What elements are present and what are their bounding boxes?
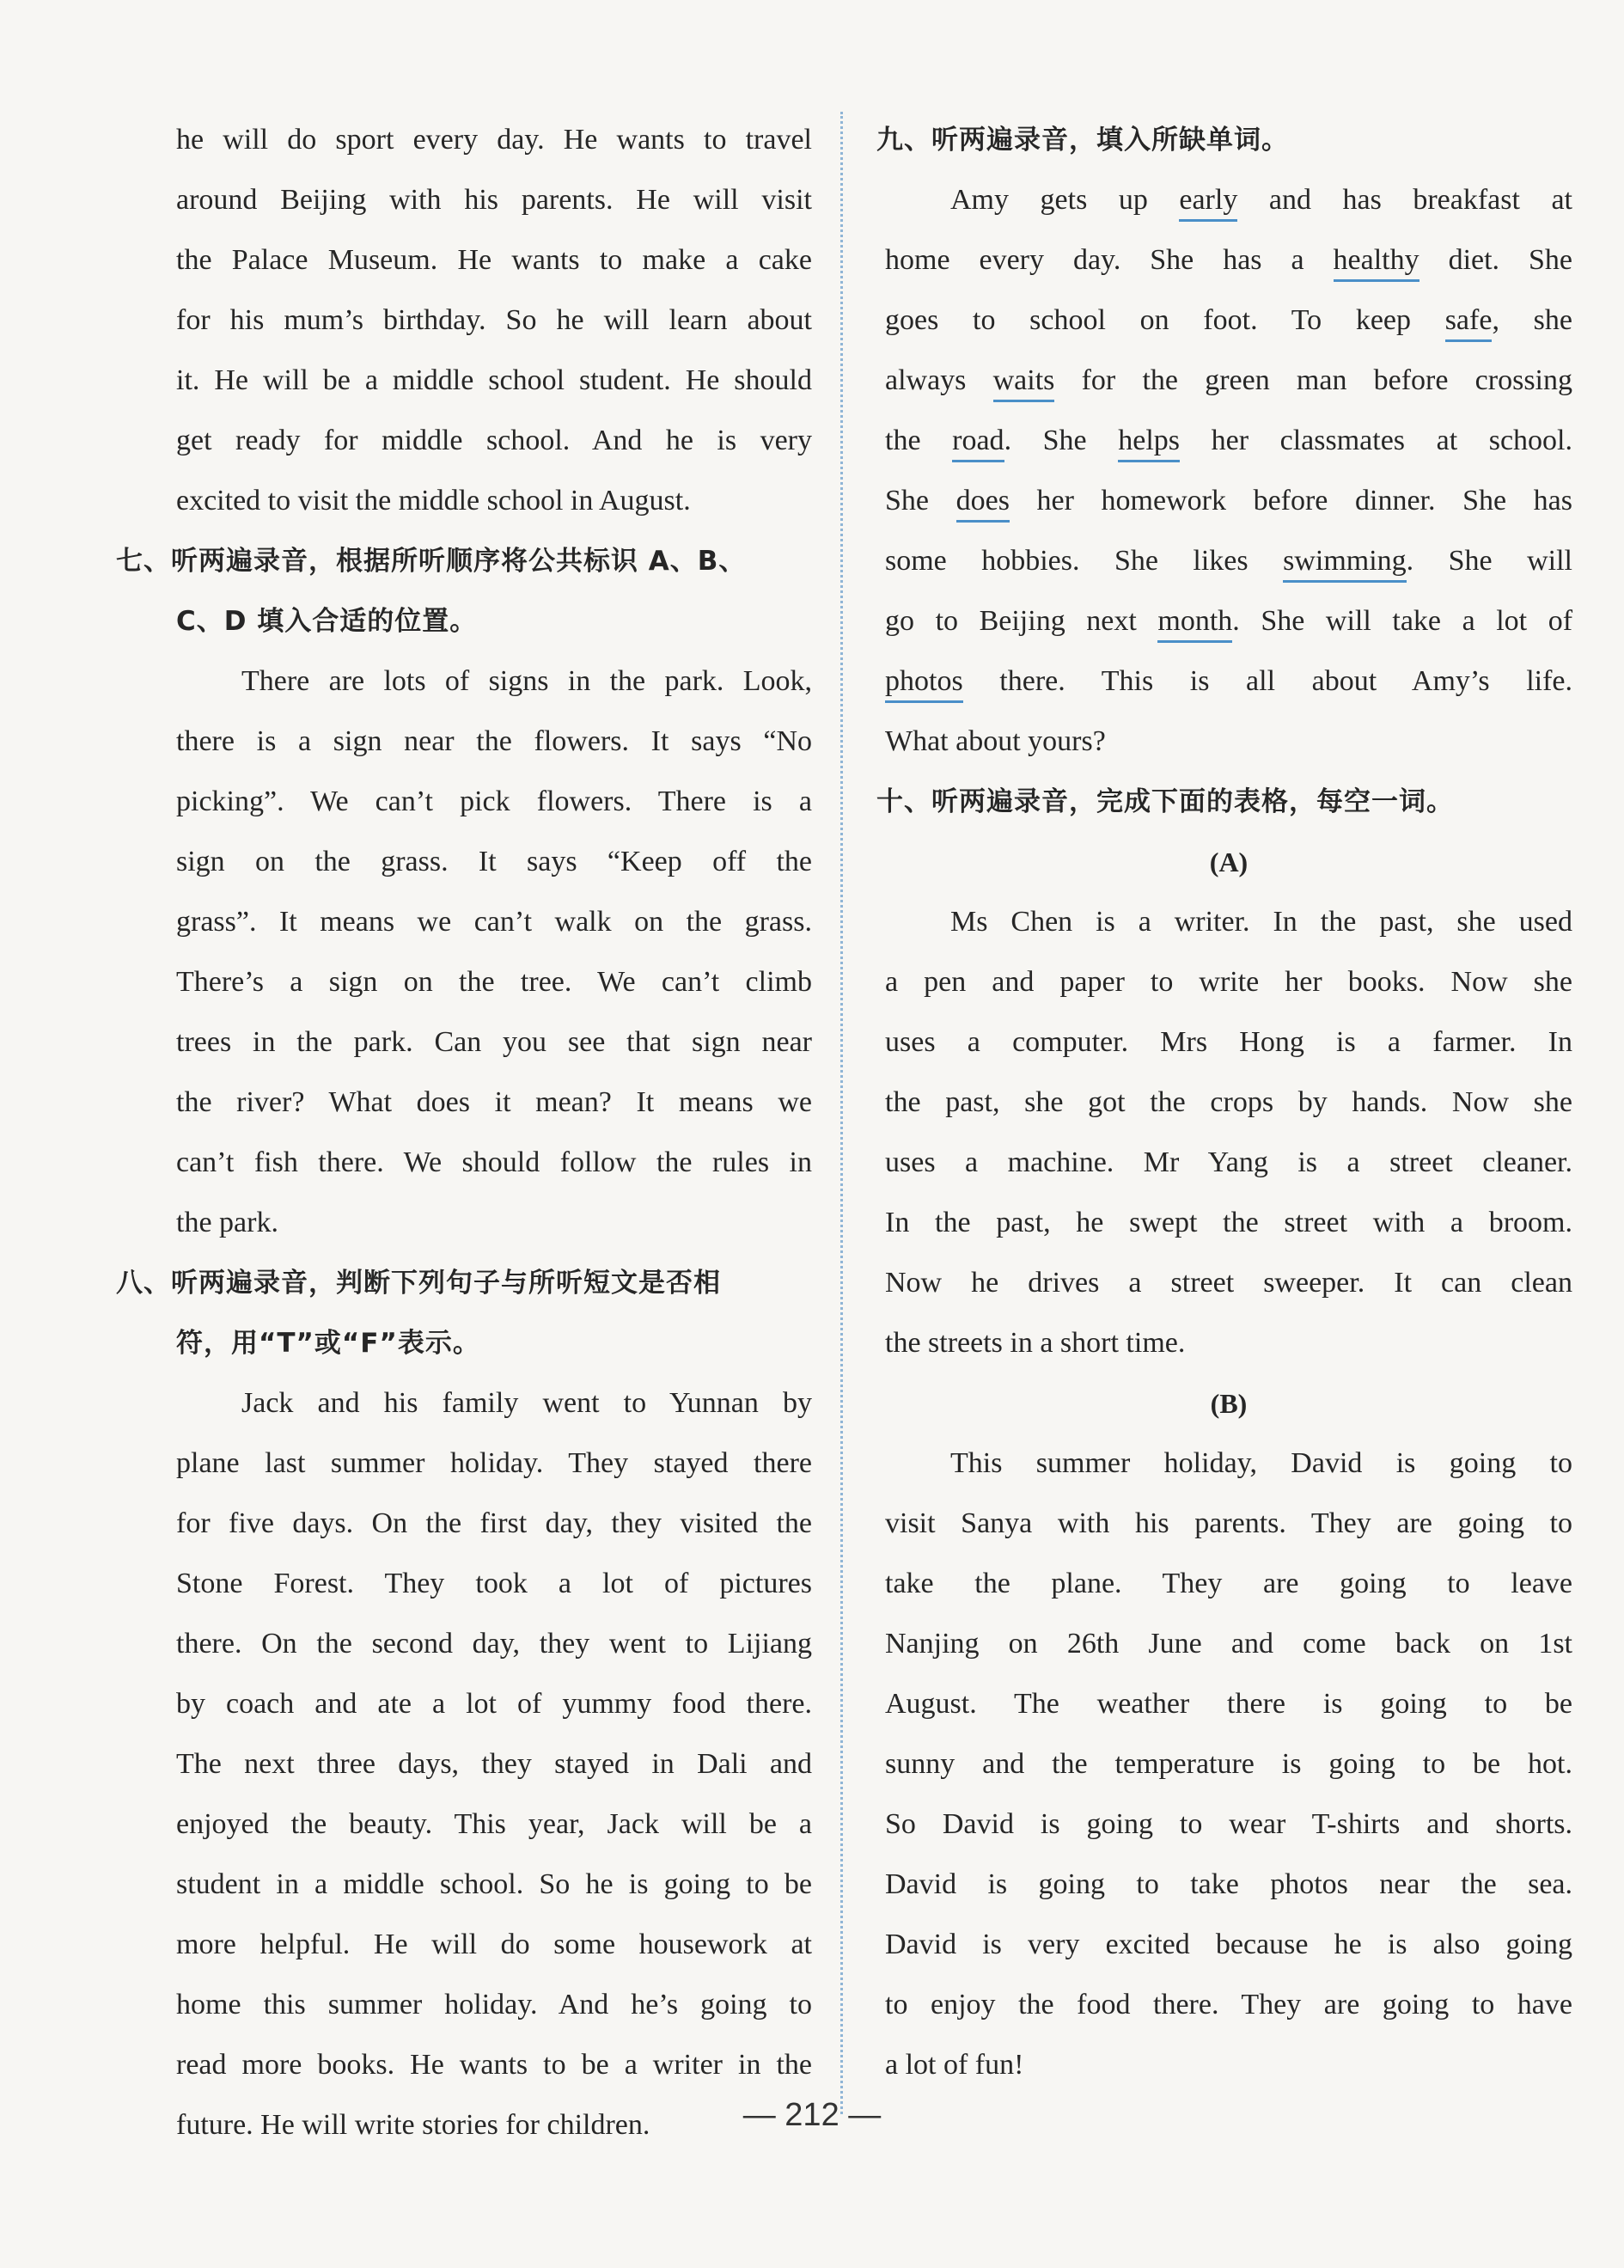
answer-blank: road	[952, 425, 1004, 462]
text-line: read more books. He wants to be a writer in the	[176, 2049, 812, 2081]
text-line: go to Beijing next month. She will take a lot of	[885, 591, 1572, 651]
text-line: the past, she got the crops by hands. Now she	[885, 1086, 1572, 1118]
text-line: he will do sport every day. He wants to travel	[176, 124, 812, 156]
text-line: visit Sanya with his parents. They are going to	[885, 1507, 1572, 1539]
text-line: August. The weather there is going to be	[885, 1688, 1572, 1720]
text-line: Amy gets up early and has breakfast at	[885, 170, 1572, 230]
text-line: there is a sign near the flowers. It says “No	[176, 725, 812, 757]
text-line: home every day. She has a healthy diet. She	[885, 230, 1572, 290]
answer-blank: early	[1179, 184, 1237, 222]
text-line: the river? What does it mean? It means we	[176, 1086, 812, 1118]
section-7-heading: 七、听两遍录音，根据所听顺序将公共标识 A、B、	[116, 546, 747, 577]
intro-passage	[176, 110, 812, 531]
text-line: to enjoy the food there. They are going to have	[885, 1989, 1572, 2020]
text-line: She does her homework before dinner. She has	[885, 471, 1572, 531]
text-line: for his mum’s birthday. So he will learn about	[176, 304, 812, 336]
answer-blank: waits	[993, 364, 1055, 402]
text-line: Stone Forest. They took a lot of pictures	[176, 1568, 812, 1599]
text-line: by coach and ate a lot of yummy food there.	[176, 1688, 812, 1720]
left-column	[116, 110, 812, 2155]
text-line: Ms Chen is a writer. In the past, she used	[950, 906, 1572, 938]
text-line: the streets in a short time.	[885, 1327, 1186, 1359]
right-column	[876, 110, 1573, 2095]
text-line: take the plane. They are going to leave	[885, 1568, 1572, 1599]
column-divider	[840, 112, 843, 2114]
answer-blank: helps	[1118, 425, 1180, 462]
answer-blank: healthy	[1334, 244, 1419, 282]
text-line: enjoyed the beauty. This year, Jack will be a	[176, 1808, 812, 1840]
text-line: So David is going to wear T-shirts and shorts.	[885, 1808, 1572, 1840]
text-line: the Palace Museum. He wants to make a cake	[176, 244, 812, 276]
text-line: This summer holiday, David is going to	[950, 1447, 1572, 1479]
text-line: student in a middle school. So he is going to be	[176, 1868, 812, 1900]
text-line: a pen and paper to write her books. Now she	[885, 966, 1572, 998]
answer-blank: safe	[1445, 304, 1493, 342]
text-line: for five days. On the first day, they visited the	[176, 1507, 812, 1539]
text-line: picking”. We can’t pick flowers. There is a	[176, 786, 812, 817]
section-10	[876, 772, 1572, 2095]
text-line: a lot of fun!	[885, 2049, 1024, 2081]
text-line: excited to visit the middle school in August.	[176, 485, 691, 517]
answer-blank: photos	[885, 665, 963, 703]
text-line: There are lots of signs in the park. Look,	[241, 665, 812, 697]
text-line: always waits for the green man before crossing	[885, 351, 1572, 411]
text-line: grass”. It means we can’t walk on the grass.	[176, 906, 812, 938]
text-line: sign on the grass. It says “Keep off the	[176, 846, 812, 877]
page-number: — 212 —	[742, 2097, 882, 2133]
section-9-passage	[885, 170, 1572, 772]
text-line: Jack and his family went to Yunnan by	[241, 1387, 812, 1419]
text-line: David is very excited because he is also going	[885, 1929, 1572, 1960]
section-10-heading: 十、听两遍录音，完成下面的表格，每空一词。	[876, 786, 1454, 817]
section-8	[116, 1253, 812, 2155]
text-line: more helpful. He will do some housework at	[176, 1929, 812, 1960]
section-9	[876, 110, 1573, 772]
text-line: goes to school on foot. To keep safe, she	[885, 290, 1572, 351]
text-line: There’s a sign on the tree. We can’t climb	[176, 966, 812, 998]
text-line: it. He will be a middle school student. He should	[176, 364, 812, 396]
text-line: Now he drives a street sweeper. It can clean	[885, 1267, 1572, 1299]
answer-blank: month	[1157, 605, 1232, 643]
part-a-label: (A)	[1209, 847, 1249, 877]
section-7	[116, 531, 812, 1253]
text-line: David is going to take photos near the sea.	[885, 1868, 1572, 1900]
text-line: What about yours?	[885, 725, 1106, 757]
text-line: photos there. This is all about Amy’s life.	[885, 651, 1572, 712]
text-line: home this summer holiday. And he’s going to	[176, 1989, 812, 2020]
section-9-heading: 九、听两遍录音，填入所缺单词。	[876, 125, 1289, 156]
answer-blank: swimming	[1283, 545, 1407, 583]
text-line: uses a computer. Mrs Hong is a farmer. In	[885, 1026, 1572, 1058]
section-7-heading-cont: C、D 填入合适的位置。	[176, 606, 478, 637]
text-line: uses a machine. Mr Yang is a street cleaner.	[885, 1146, 1572, 1178]
section-8-heading-cont: 符，用“T”或“F”表示。	[176, 1328, 480, 1359]
text-line: some hobbies. She likes swimming. She will	[885, 531, 1572, 591]
text-line: around Beijing with his parents. He will visit	[176, 184, 812, 216]
text-line: trees in the park. Can you see that sign near	[176, 1026, 812, 1058]
text-line: there. On the second day, they went to Lijiang	[176, 1628, 812, 1660]
text-line: future. He will write stories for children.	[176, 2109, 650, 2141]
text-line: sunny and the temperature is going to be hot.	[885, 1748, 1572, 1780]
text-line: In the past, he swept the street with a broom.	[885, 1207, 1572, 1238]
section-8-heading: 八、听两遍录音，判断下列句子与所听短文是否相	[116, 1268, 721, 1299]
text-line: can’t fish there. We should follow the rules in	[176, 1146, 812, 1178]
answer-blank: does	[956, 485, 1010, 523]
text-line: get ready for middle school. And he is very	[176, 425, 812, 456]
text-line: The next three days, they stayed in Dali and	[176, 1748, 812, 1780]
text-line: the road. She helps her classmates at school.	[885, 411, 1572, 471]
text-line: plane last summer holiday. They stayed there	[176, 1447, 812, 1479]
text-line: Nanjing on 26th June and come back on 1st	[885, 1628, 1572, 1660]
page-number-value: 212	[785, 2097, 839, 2133]
text-line: the park.	[176, 1207, 278, 1238]
part-b-label: (B)	[1210, 1388, 1248, 1419]
